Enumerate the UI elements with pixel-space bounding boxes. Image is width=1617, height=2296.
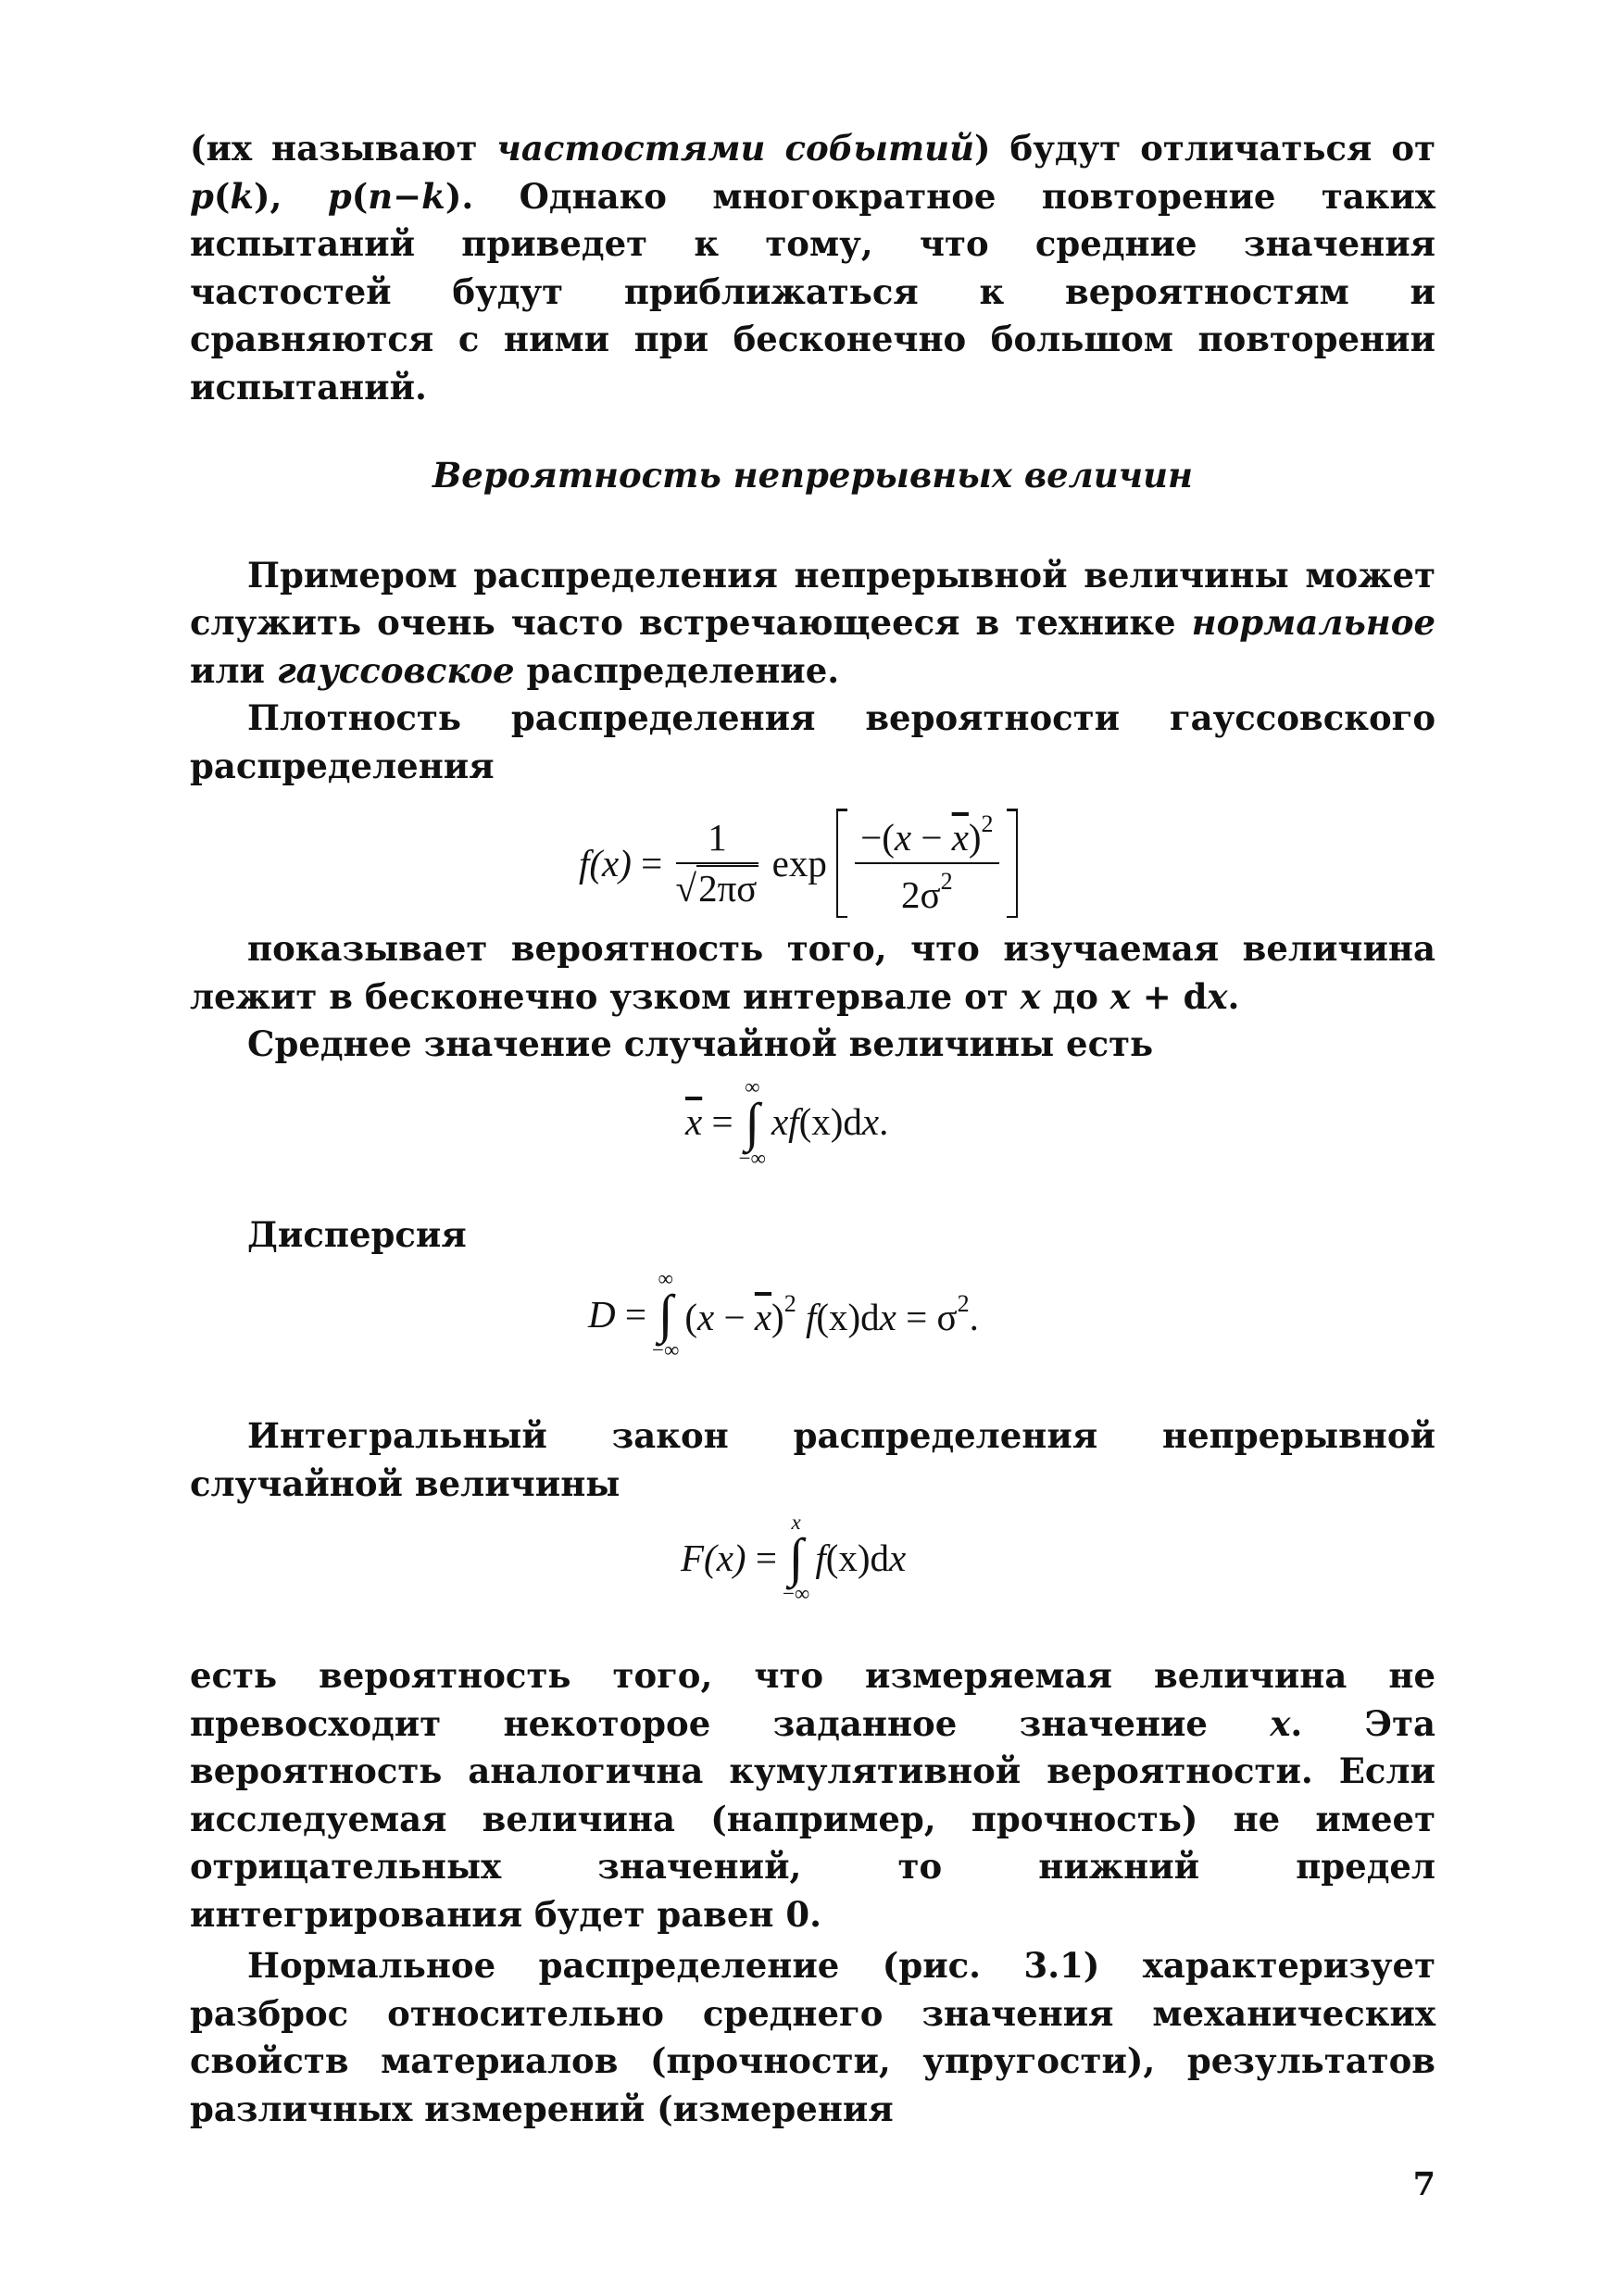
normal-text-3: распределение. — [514, 649, 840, 691]
eq3-paren-open: ( — [684, 1296, 698, 1338]
gaussian-density-formula — [190, 803, 1435, 916]
eq3-xbar: $\overline{x}$ — [754, 1296, 772, 1338]
eq1-f: f — [579, 841, 590, 885]
intro-paragraph — [190, 125, 1435, 411]
symbol-n: n — [368, 175, 394, 217]
eq2-arg: (x)d — [798, 1100, 862, 1143]
cumulative-formula — [190, 1512, 1435, 1639]
eq1-inner-numerator — [855, 812, 998, 864]
eq1-inner-a: −( — [860, 816, 895, 859]
eq1-inner-minus: − — [911, 816, 952, 859]
intro-text-13: ). Однако многократное повторение таких испытаний приведет к тому, что средние значения частостей будут приближаться к вероятностям и сравняются с ними при бесконечно большом повторении испытаний. — [190, 175, 1435, 408]
dispersion-label: Дисперсия — [247, 1213, 467, 1255]
shows-x1: x — [1020, 975, 1041, 1017]
eq4-lower-limit: −∞ — [782, 1582, 810, 1605]
term-normal: нормальное — [1191, 602, 1435, 643]
page-number: 7 — [1412, 2165, 1435, 2203]
page-body — [190, 125, 1435, 2133]
eq4-farg: (x)d — [825, 1536, 890, 1579]
eq3-upper-limit: ∞ — [658, 1267, 673, 1290]
eq2-period: . — [879, 1100, 889, 1143]
eq1-fraction — [675, 816, 759, 910]
eq2-f: f — [788, 1100, 799, 1143]
eq1-numerator: 1 — [676, 819, 759, 864]
density-paragraph: Плотность распределения вероятности гауссовского распределения — [190, 697, 1435, 786]
eq4-integral — [783, 1512, 809, 1604]
eq1-inner-den: 2σ — [901, 873, 941, 916]
shows-text-2: до — [1040, 975, 1110, 1017]
eq4-arg: (x) — [704, 1536, 746, 1579]
integral-law-paragraph: Интегральный закон распределения непрерывной случайной величины — [190, 1415, 1435, 1504]
eq3-integral-sign: ∫ — [658, 1284, 673, 1344]
eq1-equals: = — [631, 841, 663, 885]
eq1-inner-den-pow: 2 — [940, 868, 953, 895]
eq1-bracket — [836, 809, 1017, 918]
eq3-pow: 2 — [783, 1290, 796, 1317]
eq3-equals-sigma: = σ — [896, 1296, 958, 1338]
eq3-dx: x — [879, 1296, 896, 1338]
intro-text-3: ) будут отличаться от — [974, 128, 1435, 169]
eq3-equals: = — [615, 1292, 646, 1336]
intro-text-1: (их называют — [190, 128, 497, 169]
eq2-integral — [739, 1076, 766, 1169]
shows-text-1: показывает вероятность того, что изучаемая величина лежит в бесконечно узком интервале от — [190, 928, 1435, 1017]
symbol-p: p — [190, 175, 214, 217]
section-heading: Вероятность непрерывных величин — [432, 455, 1193, 496]
paren-close: ), — [254, 175, 328, 217]
probability-paragraph — [190, 1652, 1435, 1938]
symbol-p-2: p — [327, 175, 352, 217]
eq2-xbar: $\overline{x}$ — [685, 1100, 703, 1143]
eq3-D: D — [588, 1292, 616, 1336]
shows-text-4: . — [1227, 975, 1240, 1017]
eq3-f: f — [796, 1296, 817, 1338]
eq4-dx: x — [889, 1536, 907, 1579]
eq1-sqrt-content: 2πσ — [698, 867, 758, 910]
eq1-inner-fraction — [855, 812, 998, 914]
paren-open: ( — [213, 175, 231, 217]
paren-open-2: ( — [351, 175, 369, 217]
eq3-lower-limit: −∞ — [651, 1338, 680, 1361]
mean-paragraph: Среднее значение случайной величины есть — [247, 1023, 1154, 1064]
eq1-inner-pow: 2 — [981, 810, 994, 837]
dispersion-formula — [190, 1268, 1435, 1396]
normal-distribution-paragraph — [190, 552, 1435, 696]
eq2-upper-limit: ∞ — [745, 1074, 760, 1098]
eq3-minus: − — [714, 1296, 755, 1338]
eq4-f: f — [815, 1536, 826, 1579]
eq4-integral-sign: ∫ — [788, 1527, 804, 1587]
eq1-inner-x: x — [894, 816, 912, 859]
eq2-integral-sign: ∫ — [745, 1091, 760, 1152]
shows-x2: x — [1109, 975, 1131, 1017]
shows-x3: x — [1207, 975, 1228, 1017]
eq1-exp: exp — [771, 841, 827, 885]
eq1-arg: (x) — [589, 841, 632, 885]
eq1-inner-xbar: $\overline{x}$ — [951, 816, 969, 859]
eq1-denominator: √2πσ — [675, 867, 758, 910]
term-gaussian: гауссовское — [276, 649, 515, 691]
prob-text-1: есть вероятность того, что измеряемая величина не превосходит некоторое заданное значение — [190, 1655, 1435, 1744]
last-paragraph: Нормальное распределение (рис. 3.1) характеризует разброс относительно среднего значения механических свойств материалов (прочности, упругости), результатов различных измерений (измерения — [190, 1945, 1435, 2129]
shows-text-3: + d — [1130, 975, 1208, 1017]
minus-sign: − — [393, 175, 422, 217]
eq2-x: x — [771, 1100, 789, 1143]
eq3-paren-close: ) — [771, 1296, 784, 1338]
shows-paragraph — [190, 925, 1435, 1021]
eq4-equals: = — [746, 1536, 777, 1579]
mean-formula — [190, 1076, 1435, 1204]
term-frequencies: частостями событий — [496, 128, 974, 169]
symbol-k-2: k — [421, 175, 445, 217]
eq2-lower-limit: −∞ — [738, 1146, 766, 1170]
eq3-arg: (x)d — [816, 1296, 880, 1338]
eq3-period: . — [969, 1296, 979, 1338]
prob-text-2: . Эта вероятность аналогична кумулятивной вероятности. Если исследуемая величина (например, прочность) не имеет отрицательных значений, то нижний предел интегрирования будет равен 0. — [190, 1702, 1435, 1935]
eq3-x: x — [697, 1296, 715, 1338]
normal-text-2: или — [190, 649, 277, 691]
eq3-pow2: 2 — [957, 1290, 970, 1317]
prob-x: x — [1270, 1702, 1291, 1744]
eq2-dx: x — [861, 1100, 880, 1143]
eq1-inner-denominator — [855, 864, 998, 914]
eq2-equals: = — [702, 1100, 733, 1143]
symbol-k: k — [230, 175, 255, 217]
eq4-F: F — [681, 1536, 705, 1579]
eq4-upper-limit: x — [791, 1511, 801, 1534]
eq3-integral — [652, 1268, 679, 1361]
normal-text-1: Примером распределения непрерывной величины может служить очень часто встречающееся в технике — [190, 554, 1435, 643]
eq1-inner-c: ) — [968, 816, 982, 859]
